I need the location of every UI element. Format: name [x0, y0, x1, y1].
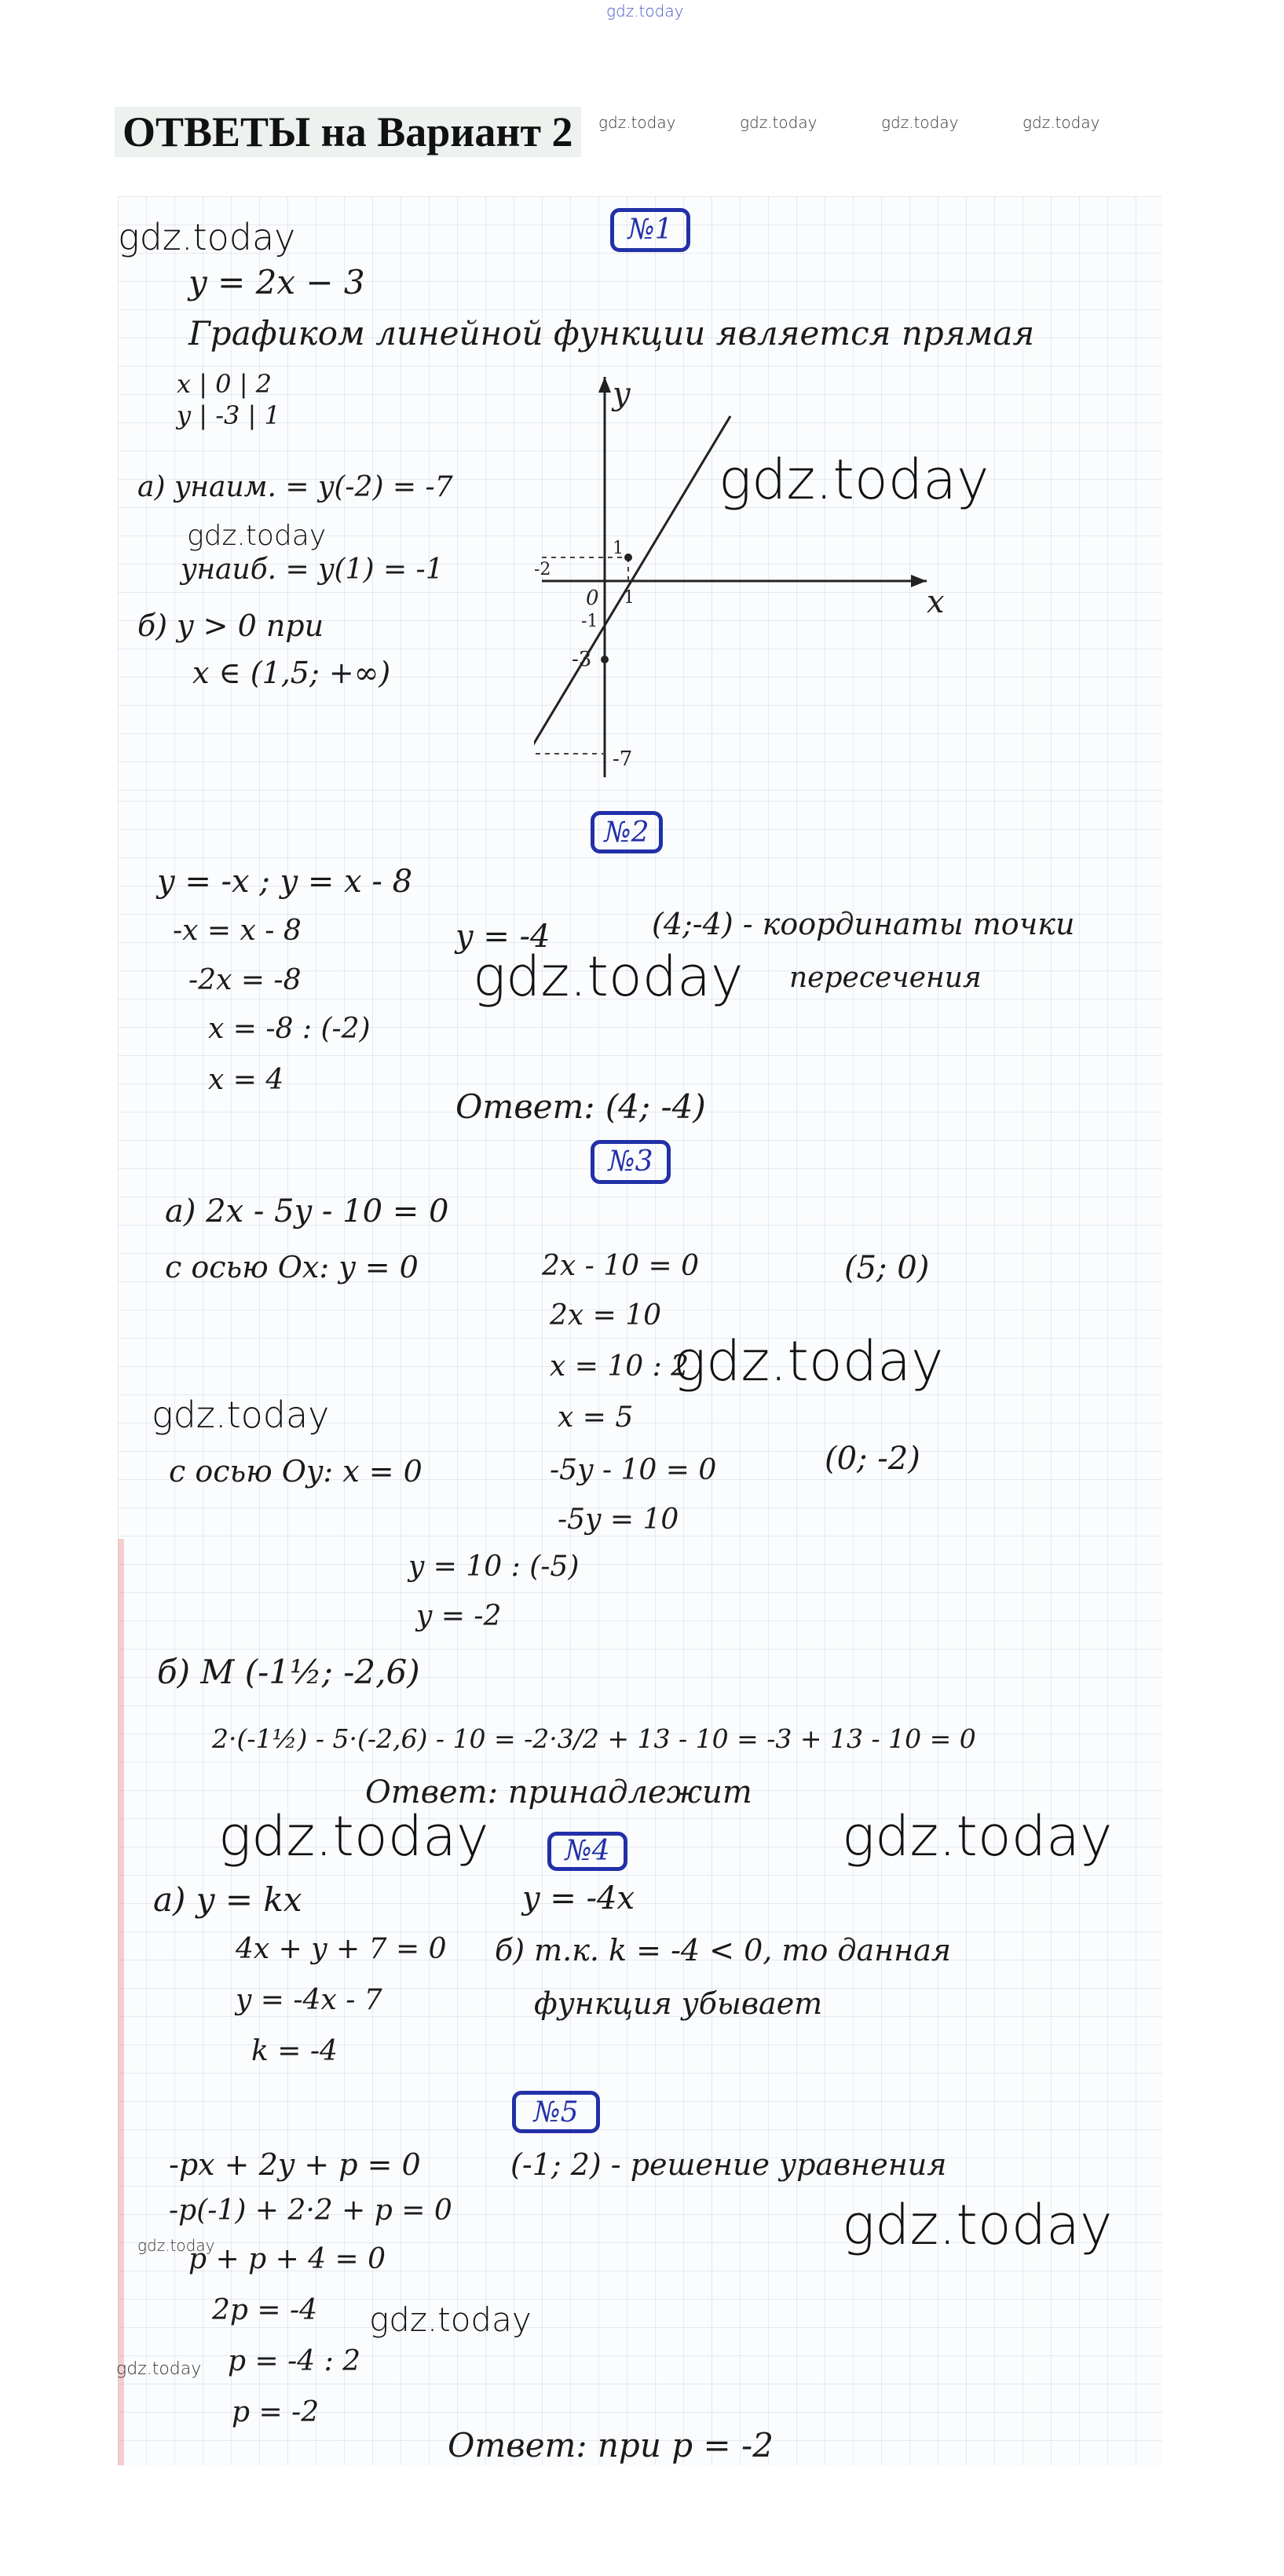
task3-ox-line-2: 2x = 10: [550, 1299, 662, 1332]
graph-y-label: y: [613, 376, 631, 412]
task2-line-1: -x = x - 8: [173, 915, 302, 947]
task2-line-3: x = -8 : (-2): [208, 1013, 371, 1045]
task4-a-line-3: y = -4x - 7: [236, 1984, 382, 2016]
task4-b-line-2: функция убывает: [534, 1986, 823, 2021]
task3-oy-point: (0; -2): [825, 1441, 920, 1477]
graph-x-arrow: [911, 575, 927, 587]
task1-table-x: x | 0 | 2: [177, 369, 273, 399]
task2-badge: №2: [591, 811, 663, 853]
graph-y-arrow: [598, 377, 611, 393]
watermark-4: gdz.today: [473, 945, 744, 1009]
graph-tick-minus1: -1: [581, 612, 598, 631]
graph-tick-x1: 1: [624, 588, 635, 608]
task3-ox-line-1: 2x - 10 = 0: [542, 1250, 700, 1282]
task5-badge: №5: [512, 2091, 600, 2133]
task5-line-3: p + p + 4 = 0: [188, 2243, 386, 2275]
graph-x-label: x: [927, 584, 945, 620]
task1-statement: Графиком линейной функции является прямая: [188, 314, 1035, 353]
task5-line-5: p = -4 : 2: [228, 2345, 361, 2377]
task3-oy-line-1: -5y - 10 = 0: [550, 1454, 717, 1486]
task3-ox-label: с осью Ox: y = 0: [165, 1250, 419, 1284]
title-watermark-3: gdz.today: [881, 113, 959, 132]
graph-point-1: [624, 554, 632, 561]
task3-b-point: б) M (-1½; -2,6): [157, 1653, 420, 1691]
task2-system: y = -x ; y = x - 8: [157, 864, 413, 900]
task3-b-answer: Ответ: принадлежит: [365, 1774, 752, 1811]
top-watermark: gdz.today: [606, 2, 684, 20]
task5-line-1: -px + 2y + p = 0: [169, 2147, 421, 2182]
task4-a-line-1: а) y = kx: [153, 1880, 302, 1919]
task4-y-eq: y = -4x: [522, 1880, 635, 1916]
task2-point: (4;-4) - координаты точки: [652, 907, 1075, 941]
task3-ox-line-3: x = 10 : 2: [550, 1350, 690, 1383]
watermark-11: gdz.today: [369, 2300, 532, 2339]
task5-line-2: -p(-1) + 2·2 + p = 0: [169, 2194, 452, 2227]
task1-badge: №1: [610, 208, 690, 252]
watermark-8: gdz.today: [842, 1804, 1113, 1869]
task3-ox-line-4: x = 5: [558, 1401, 634, 1434]
task1-graph: [534, 369, 974, 793]
task5-line-6: p = -2: [232, 2396, 320, 2428]
task3-oy-line-3: y = 10 : (-5): [408, 1551, 580, 1583]
task1-equation: y = 2x − 3: [188, 263, 365, 301]
task4-b-line-1: б) т.к. k = -4 < 0, то данная: [495, 1933, 952, 1968]
page-title: ОТВЕТЫ на Вариант 2: [115, 107, 581, 157]
watermark-7: gdz.today: [218, 1804, 489, 1869]
graph-point-2: [601, 656, 609, 663]
task2-y-value: y = -4: [455, 919, 551, 955]
task2-line-2: -2x = -8: [188, 964, 302, 996]
watermark-5: gdz.today: [673, 1329, 944, 1394]
task1-a-max: а) yнаим. = y(-2) = -7: [137, 471, 453, 503]
task5-note: (-1; 2) - решение уравнения: [510, 2147, 947, 2182]
graph-tick-1: 1: [613, 539, 624, 558]
watermark-6: gdz.today: [152, 1394, 330, 1436]
task3-oy-label: с осью Oy: x = 0: [169, 1454, 423, 1489]
graph-tick-minus3: -3: [572, 648, 592, 671]
task1-b-cond: б) y > 0 при: [137, 608, 324, 643]
task3-b-calc: 2·(-1½) - 5·(-2,6) - 10 = -2·3/2 + 13 - 10 = -3 + 13 - 10 = 0: [212, 1723, 976, 1754]
task2-line-4: x = 4: [208, 1064, 284, 1096]
watermark-2: gdz.today: [719, 448, 990, 512]
task3-ox-point: (5; 0): [844, 1250, 930, 1286]
task3-a-eq: а) 2x - 5y - 10 = 0: [165, 1193, 449, 1230]
title-watermark-1: gdz.today: [598, 113, 676, 132]
task5-answer: Ответ: при p = -2: [448, 2426, 774, 2465]
watermark-9: gdz.today: [842, 2193, 1113, 2257]
title-watermark-2: gdz.today: [740, 113, 818, 132]
watermark-12: gdz.today: [116, 2359, 202, 2379]
graph-tick-minus7: -7: [613, 747, 633, 771]
task3-badge: №3: [591, 1140, 671, 1184]
margin-line: [118, 1539, 124, 2465]
title-watermark-4: gdz.today: [1022, 113, 1100, 132]
task3-oy-line-2: -5y = 10: [558, 1504, 679, 1536]
watermark-10: gdz.today: [137, 2236, 215, 2255]
task5-line-4: 2p = -4: [212, 2294, 318, 2326]
watermark-3: gdz.today: [187, 520, 327, 552]
watermark-1: gdz.today: [118, 216, 296, 258]
task4-badge: №4: [547, 1832, 627, 1871]
task1-b-interval: x ∈ (1,5; +∞): [192, 656, 391, 690]
task1-table-y: y | -3 | 1: [177, 400, 280, 430]
graph-origin-label: 0: [586, 586, 599, 610]
task2-answer: Ответ: (4; -4): [455, 1087, 706, 1126]
graph-tick-minus2: -2: [534, 560, 551, 579]
task2-point-2: пересечения: [789, 962, 982, 994]
task3-oy-line-4: y = -2: [416, 1600, 502, 1632]
task4-a-line-4: k = -4: [251, 2035, 338, 2067]
task4-a-line-2: 4x + y + 7 = 0: [236, 1933, 447, 1965]
task1-a-min: yнаиб. = y(1) = -1: [181, 554, 444, 586]
